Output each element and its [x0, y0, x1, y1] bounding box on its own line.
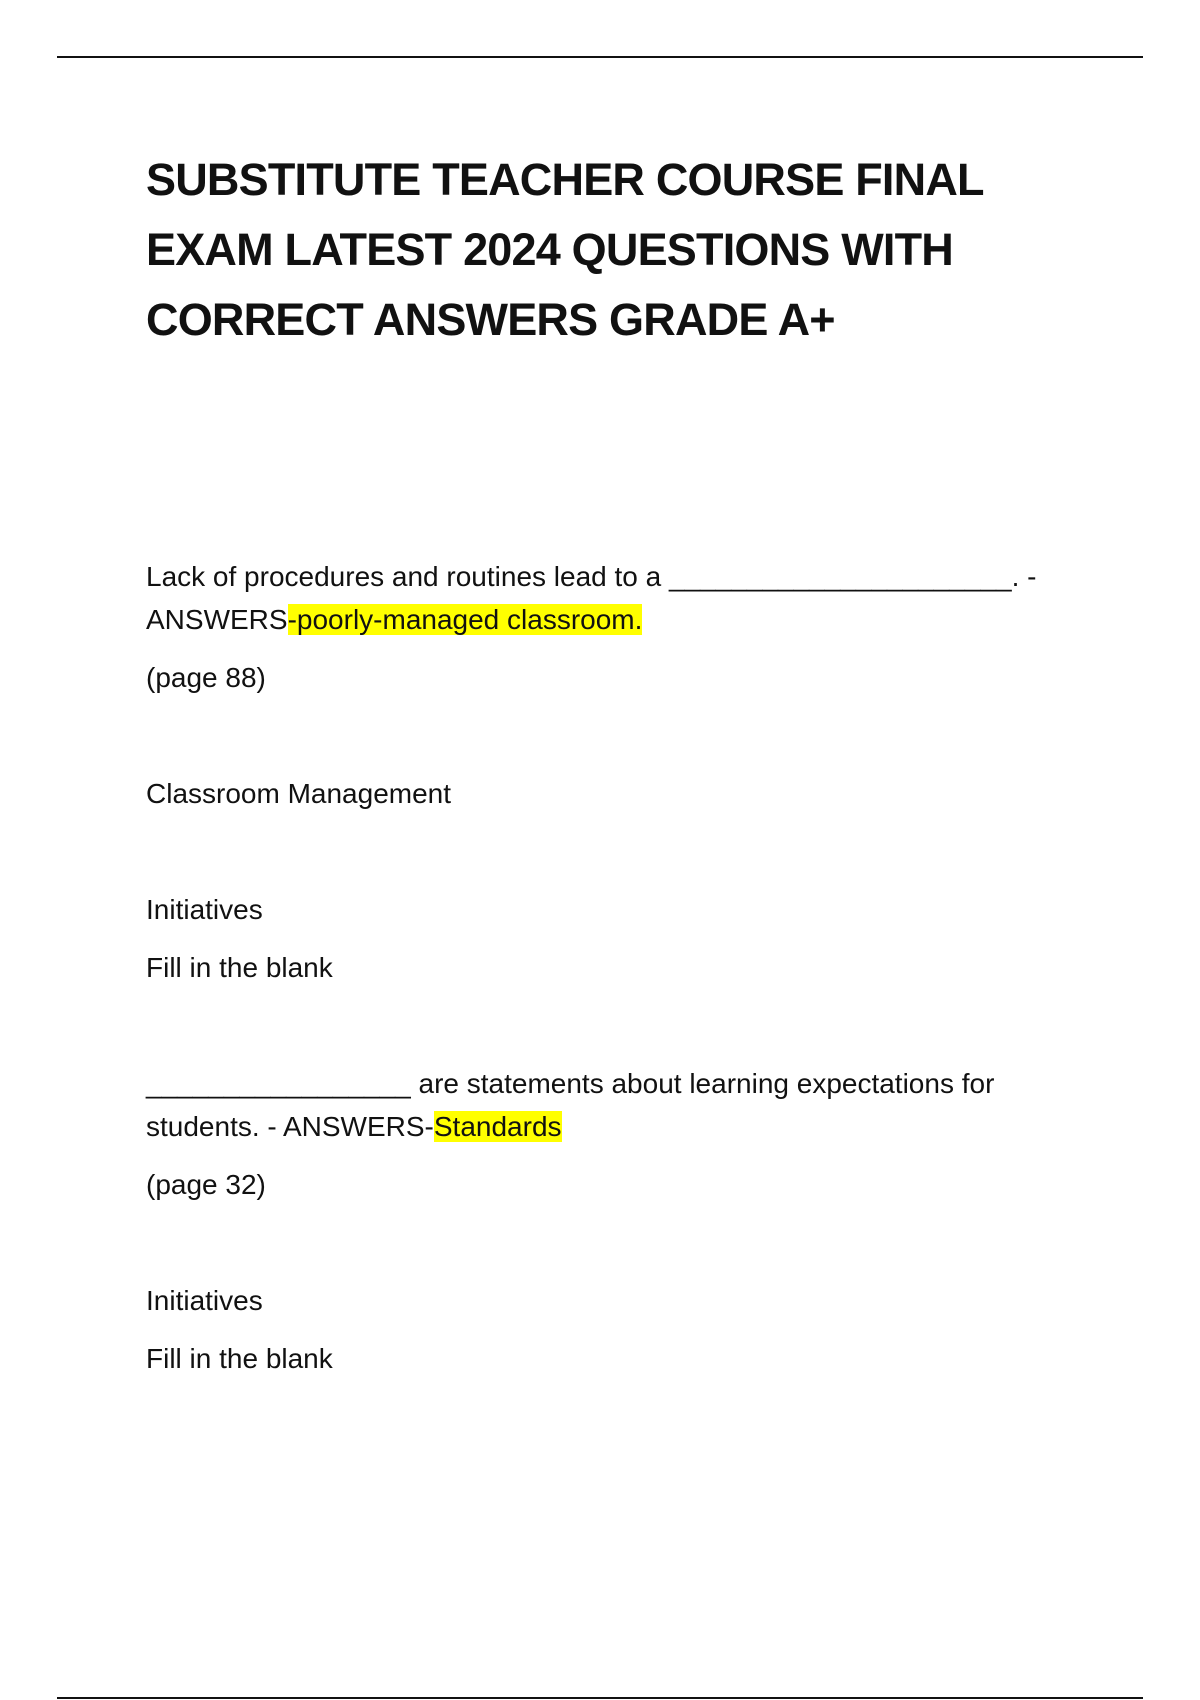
question-1-text: [146, 555, 1076, 641]
question-2-page-ref: (page 32): [146, 1169, 266, 1200]
question-2-answer: Standards: [433, 1111, 562, 1142]
document-title: SUBSTITUTE TEACHER COURSE FINAL EXAM LATEST 2024 QUESTIONS WITH CORRECT ANSWERS GRADE A+: [146, 154, 983, 345]
question-1-page-ref: (page 88): [146, 662, 266, 693]
question-2-tag-initiatives: Initiatives: [146, 1285, 263, 1316]
question-1-tag-fill-in-blank: Fill in the blank: [146, 952, 333, 983]
question-1-tag-initiatives: Initiatives: [146, 894, 263, 925]
question-2-text: [146, 1062, 1076, 1148]
question-2-prompt: _________________ are statements about learning expectations for students. - ANSWERS-: [146, 1068, 995, 1142]
question-1-category: Classroom Management: [146, 778, 452, 809]
top-rule: [57, 56, 1143, 58]
question-1-answer: -poorly-managed classroom.: [287, 604, 643, 635]
question-2-tag-fill-in-blank: Fill in the blank: [146, 1343, 333, 1374]
document-body: [146, 555, 1076, 1380]
question-1-prompt: Lack of procedures and routines lead to a ______________________. - ANSWERS: [146, 561, 1037, 635]
bottom-rule: [57, 1697, 1143, 1699]
